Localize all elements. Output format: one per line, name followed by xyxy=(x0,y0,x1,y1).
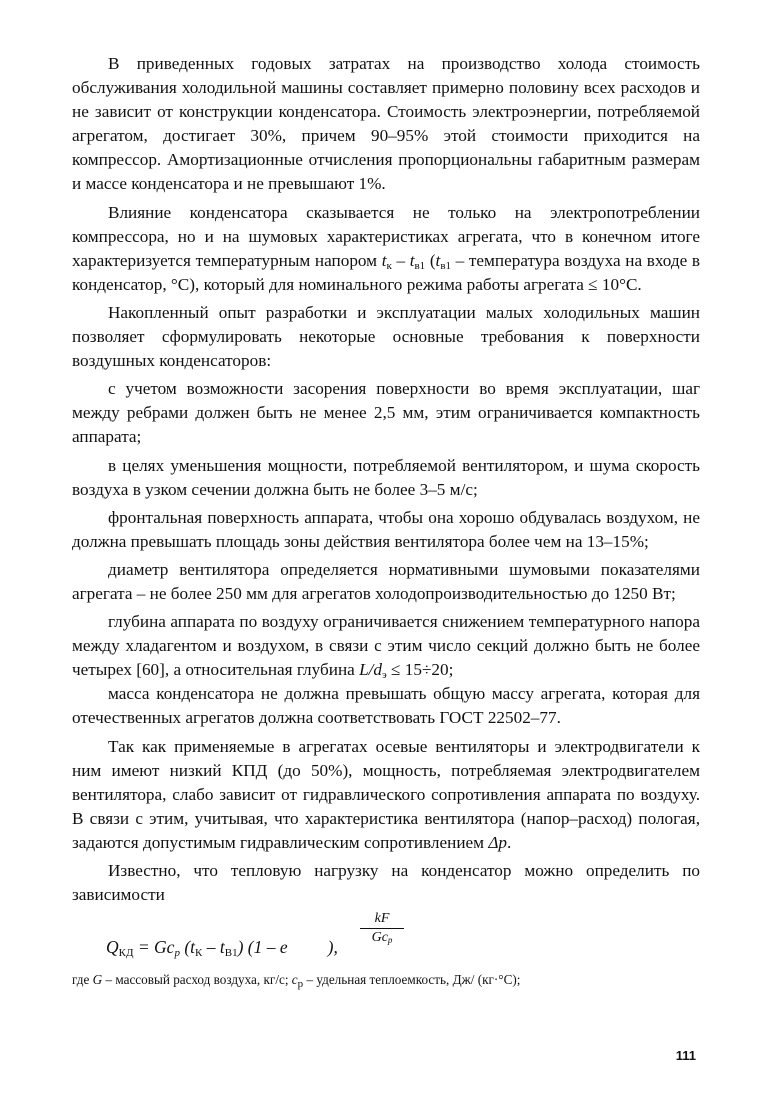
symbol-t: t xyxy=(435,250,441,270)
text-run: – xyxy=(391,250,410,270)
subscript-p: p xyxy=(387,935,393,946)
symbol-t: t xyxy=(381,250,387,270)
formula-exponent xyxy=(360,911,404,946)
text-run: ), xyxy=(327,937,338,958)
symbol-q: Q xyxy=(106,937,119,958)
subscript-k: к xyxy=(386,259,392,272)
text-run: = Gc xyxy=(133,937,175,958)
requirement-fan-diameter: диаметр вентилятора определяется нормативными шумовыми показателями агрегата – не более 250 мм для агрегатов холодопроизводительностью до 1250 Вт; xyxy=(72,559,700,603)
text-run: ) (1 – e xyxy=(237,937,288,958)
requirement-depth xyxy=(72,610,700,682)
formula-legend xyxy=(72,971,700,991)
paragraph-heat-load: Известно, что тепловую нагрузку на конденсатор можно определить по зависимости xyxy=(72,861,700,905)
requirement-front-surface: фронтальная поверхность аппарата, чтобы она хорошо обдувалась воздухом, не должна превышать площадь зоны действия вентилятора более чем на 13–15%; xyxy=(72,507,700,551)
subscript-v1: в1 xyxy=(414,259,426,272)
text-run: ( xyxy=(425,250,436,270)
text-run: – t xyxy=(202,937,225,958)
text-run: – массовый расход воздуха, кг/с; xyxy=(102,972,292,988)
text-run: где xyxy=(72,972,93,988)
text-run: Влияние конденсатора сказывается не только на электропотреблении компрессора, но и на шумовых характеристиках агрегата, что в конечном итоге характеризуется температурным напором xyxy=(72,202,700,270)
symbol-delta-p: Δp xyxy=(488,832,508,852)
paragraph-costs: В приведенных годовых затратах на производство холода стоимость обслуживания холодильной машины составляет примерно половину всех расходов и не зависит от конструкции конденсатора. Стоимость электроэнергии, потребляемой агрегатом, достигает 30%, причем 90–95% этой стоимости приходится на компрессор. Амортизационные отчисления пропорциональны габаритным размерам и массе конденсатора и не превышают 1%. xyxy=(72,54,700,194)
requirement-air-speed: в целях уменьшения мощности, потребляемой вентилятором, и шума скорость воздуха в узком сечении должна быть не более 3–5 м/с; xyxy=(72,455,700,499)
exponent-numerator: kF xyxy=(374,911,390,927)
subscript-v1: В1 xyxy=(224,947,238,960)
body-text xyxy=(72,52,700,907)
paragraph-requirements-intro: Накопленный опыт разработки и эксплуатации малых холодильных машин позволяет сформулировать некоторые основные требования к поверхности воздушных конденсаторов: xyxy=(72,302,700,371)
text-run: – удельная теплоемкость, Дж/ (кг·°С); xyxy=(303,972,521,988)
page-number: 111 xyxy=(675,1048,696,1063)
subscript-e: э xyxy=(382,669,387,682)
text-run: Так как применяемые в агрегатах осевые вентиляторы и электродвигатели к ним имеют низкий КПД (до 50%), мощность, потребляемая электродвигателем вентилятора, слабо зависит от гидравлического сопротивления аппарата по воздуху. В связи с этим, учитывая, что характеристика вентилятора (напор–расход) пологая, задаются допустимым гидравлическим сопротивлением xyxy=(72,736,700,852)
fraction-bar xyxy=(360,928,404,929)
symbol-c: c xyxy=(291,972,298,988)
text-run: глубина аппарата по воздуху ограничивается снижением температурного напора между хладагентом и воздухом, в связи с этим число секций должно быть не более четырех [60], а относительная глубина xyxy=(72,612,700,680)
requirement-mass: масса конденсатора не должна превышать общую массу агрегата, которая для отечественных агрегатов должна соответствовать ГОСТ 22502–77. xyxy=(72,684,700,728)
text-run: Gc xyxy=(371,930,388,946)
symbol-l-over-d: L/d xyxy=(359,660,383,680)
paragraph-condenser-influence xyxy=(72,201,700,297)
text-run: . xyxy=(507,832,512,852)
subscript-p: p xyxy=(297,978,304,991)
subscript-v1: в1 xyxy=(440,259,452,272)
subscript-k: К xyxy=(195,947,203,960)
subscript-kd: КД xyxy=(118,947,134,960)
symbol-t: t xyxy=(409,250,415,270)
requirement-fin-pitch: с учетом возможности засорения поверхности во время эксплуатации, шаг между ребрами должен быть не менее 2,5 мм, этим ограничивается компактность аппарата; xyxy=(72,379,700,447)
paragraph-fans xyxy=(72,735,700,855)
subscript-p: p xyxy=(174,947,180,960)
text-run: (t xyxy=(179,937,196,958)
formula-main xyxy=(106,937,338,958)
exponent-denominator xyxy=(360,930,404,946)
symbol-g: G xyxy=(92,972,103,988)
text-run: ≤ 15÷20; xyxy=(386,660,454,680)
text-run: – температура воздуха на входе в конденсатор, °С), который для номинального режима работы агрегата ≤ 10°С. xyxy=(72,250,701,294)
heat-load-formula xyxy=(72,909,700,971)
